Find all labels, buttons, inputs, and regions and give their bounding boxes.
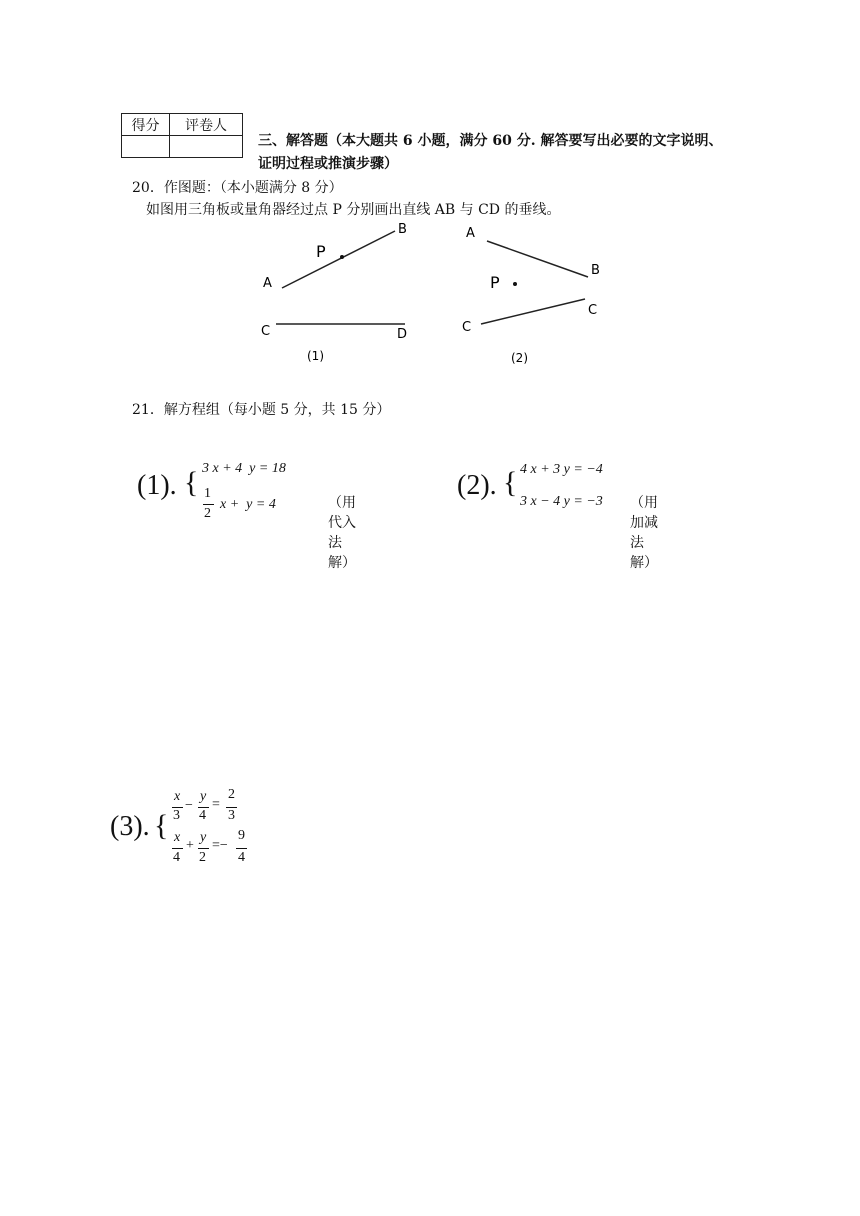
- r1-f: 3: [228, 808, 235, 823]
- q20-figures: [250, 220, 620, 370]
- r1-a: x: [174, 789, 181, 804]
- figure-2: [462, 226, 600, 365]
- label-b-1: B: [398, 222, 407, 237]
- r2-bar2: [198, 848, 209, 849]
- problem-1-label: (1).: [137, 470, 177, 501]
- label-a-1: A: [263, 276, 272, 291]
- line-cd-2: [481, 299, 585, 324]
- label-p-2: P: [490, 273, 500, 292]
- section-title: 三、解答题（本大题共 6 小题，满分 60 分. 解答要写出必要的文字说明、 证明过程或推演步骤）: [258, 133, 723, 172]
- r2-e: 9: [238, 828, 245, 843]
- r2-f: 4: [238, 850, 245, 865]
- label-a-2: A: [466, 226, 475, 241]
- label-c-2: C: [588, 303, 598, 318]
- q20-text: 如图用三角板或量角器经过点 P 分别画出直线 AB 与 CD 的垂线。: [146, 202, 561, 218]
- problem-2-label: (2).: [457, 470, 497, 501]
- q21-title: 21．解方程组（每小题 5 分，共 15 分）: [132, 402, 391, 418]
- p1-frac-num: 1: [204, 486, 211, 501]
- point-p-1: [340, 255, 344, 259]
- r1-b: 3: [173, 808, 180, 823]
- caption-2: (2): [511, 351, 528, 365]
- p1-note: （用代入法解）: [328, 495, 356, 571]
- problem-3-label: (3).: [110, 811, 150, 842]
- q20-title: 20．作图题：（本小题满分 8 分）: [132, 180, 343, 196]
- p1-eq1: 3 x + 4 y = 18: [202, 461, 286, 476]
- grader-cell[interactable]: [170, 136, 243, 158]
- brace-3: {: [154, 809, 169, 842]
- r1-eq: =: [212, 797, 220, 812]
- r1-e: 2: [228, 787, 235, 802]
- r1-c: y: [200, 789, 207, 804]
- p1-frac-den: 2: [204, 506, 211, 521]
- p2-note: （用加减法解）: [630, 495, 658, 571]
- score-header: 得分: [122, 114, 170, 136]
- r2-c: y: [200, 830, 207, 845]
- line-ab-1: [282, 231, 395, 288]
- score-table: [121, 113, 243, 158]
- brace-2: {: [503, 466, 518, 499]
- grader-header: 评卷人: [170, 114, 243, 136]
- r2-b: 4: [173, 850, 180, 865]
- r1-op: −: [185, 798, 193, 813]
- line-ab-2: [487, 241, 588, 277]
- r2-a: x: [174, 830, 181, 845]
- p2-eq1: 4 x + 3 y = −4: [520, 462, 603, 477]
- label-d-1: D: [397, 327, 408, 342]
- figure-1: [261, 222, 407, 363]
- label-b-2: B: [591, 263, 600, 278]
- r2-eq: =−: [212, 838, 228, 853]
- r2-bar3: [236, 848, 247, 849]
- label-c-1: C: [261, 324, 271, 339]
- r2-op: +: [186, 838, 194, 853]
- point-p-2: [513, 282, 517, 286]
- label-c2-2: C: [462, 320, 472, 335]
- caption-1: (1): [307, 349, 324, 363]
- p1-frac-bar: [203, 504, 214, 505]
- label-p-1: P: [316, 242, 326, 261]
- r2-bar1: [172, 848, 183, 849]
- p1-eq2: x + y = 4: [220, 497, 276, 512]
- r2-d: 2: [199, 850, 206, 865]
- r1-d: 4: [199, 808, 206, 823]
- score-cell[interactable]: [122, 136, 170, 158]
- brace-1: {: [184, 466, 199, 499]
- p2-eq2: 3 x − 4 y = −3: [520, 494, 603, 509]
